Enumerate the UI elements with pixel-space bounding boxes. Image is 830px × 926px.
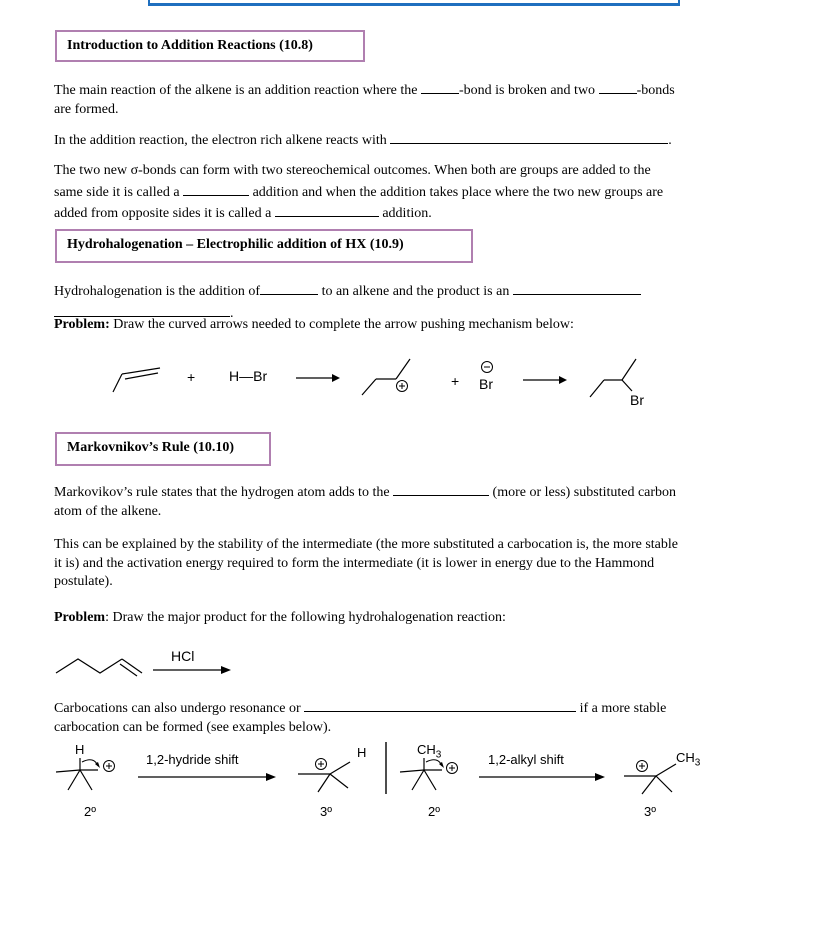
hydrogen-label: H bbox=[357, 745, 367, 760]
bromide-anion: Br bbox=[479, 376, 493, 392]
reaction-arrow bbox=[153, 664, 233, 676]
markov-paragraph-2: This can be explained by the stability of the intermediate (the more substituted a carbocation is, the more stable it is) and the activation energy required to form the intermediate (it is lower in energy due to the Hammond postulate). bbox=[54, 537, 678, 589]
blank[interactable] bbox=[390, 129, 668, 144]
reaction-arrow bbox=[523, 374, 567, 386]
reaction-arrow bbox=[296, 372, 340, 384]
section-title-markovnikov: Markovnikov’s Rule (10.10) bbox=[55, 432, 271, 466]
intro-paragraph-3: The two new σ-bonds can form with two stereochemical outcomes. When both are groups are added to the same side it is called a addition and when the addition takes place where the two new groups are added from opposite sides it is called a addition. bbox=[54, 163, 664, 221]
bromine-label: Br bbox=[630, 392, 644, 408]
blank[interactable] bbox=[260, 280, 318, 295]
markov-problem: Problem: Draw the major product for the following hydrohalogenation reaction: bbox=[54, 610, 506, 625]
secondary-carbocation-alkyl bbox=[396, 756, 466, 806]
divider-line bbox=[384, 742, 388, 794]
secondary-carbocation-hydride bbox=[54, 754, 124, 804]
blank[interactable] bbox=[304, 697, 576, 712]
hydrogen-label: H bbox=[75, 742, 85, 757]
degree-label: 3º bbox=[644, 804, 656, 819]
header-frame bbox=[148, 0, 680, 6]
plus-sign: + bbox=[451, 373, 460, 389]
blank[interactable] bbox=[183, 181, 249, 196]
negative-charge-icon bbox=[480, 360, 494, 374]
hydro-paragraph-1: Hydrohalogenation is the addition of to an alkene and the product is an . bbox=[54, 280, 774, 323]
degree-label: 3º bbox=[320, 804, 332, 819]
blank[interactable] bbox=[54, 302, 230, 317]
blank[interactable] bbox=[393, 481, 489, 496]
methyl-label: $CH_3$ bbox=[676, 750, 701, 769]
blank[interactable] bbox=[513, 280, 641, 295]
hydride-shift-label: 1,2-hydride shift bbox=[146, 752, 239, 767]
reaction-arrow bbox=[138, 771, 278, 783]
carbocation-intermediate bbox=[358, 355, 418, 401]
reaction-arrow bbox=[479, 771, 609, 783]
intro-paragraph-2: In the addition reaction, the electron rich alkene reacts with . bbox=[54, 129, 774, 151]
blank[interactable] bbox=[599, 79, 637, 94]
blank[interactable] bbox=[421, 79, 459, 94]
markov-paragraph-3: Carbocations can also undergo resonance or if a more stable carbocation can be formed (see examples below). bbox=[54, 697, 774, 737]
markov-paragraph-1: Markovikov’s rule states that the hydrogen atom adds to the (more or less) substituted carbon atom of the alkene. bbox=[54, 481, 774, 521]
section-title-intro: Introduction to Addition Reactions (10.8) bbox=[55, 30, 365, 62]
alkyl-shift-label: 1,2-alkyl shift bbox=[488, 752, 564, 767]
intro-paragraph-1: The main reaction of the alkene is an addition reaction where the -bond is broken and two -bonds are formed. bbox=[54, 79, 774, 119]
degree-label: 2º bbox=[428, 804, 440, 819]
degree-label: 2º bbox=[84, 804, 96, 819]
butene-structure bbox=[54, 653, 144, 677]
section-title-hydrohalogenation: Hydrohalogenation – Electrophilic addition of HX (10.9) bbox=[55, 229, 473, 263]
plus-sign: + bbox=[187, 369, 196, 385]
methyl-label: $CH_3$ bbox=[417, 742, 442, 761]
hydro-problem: Problem: Draw the curved arrows needed to complete the arrow pushing mechanism below: bbox=[54, 317, 574, 332]
propene-structure bbox=[110, 356, 170, 396]
hcl-reagent: HCl bbox=[171, 648, 195, 664]
blank[interactable] bbox=[275, 202, 379, 217]
hbr-reagent: H—Br bbox=[229, 368, 268, 384]
